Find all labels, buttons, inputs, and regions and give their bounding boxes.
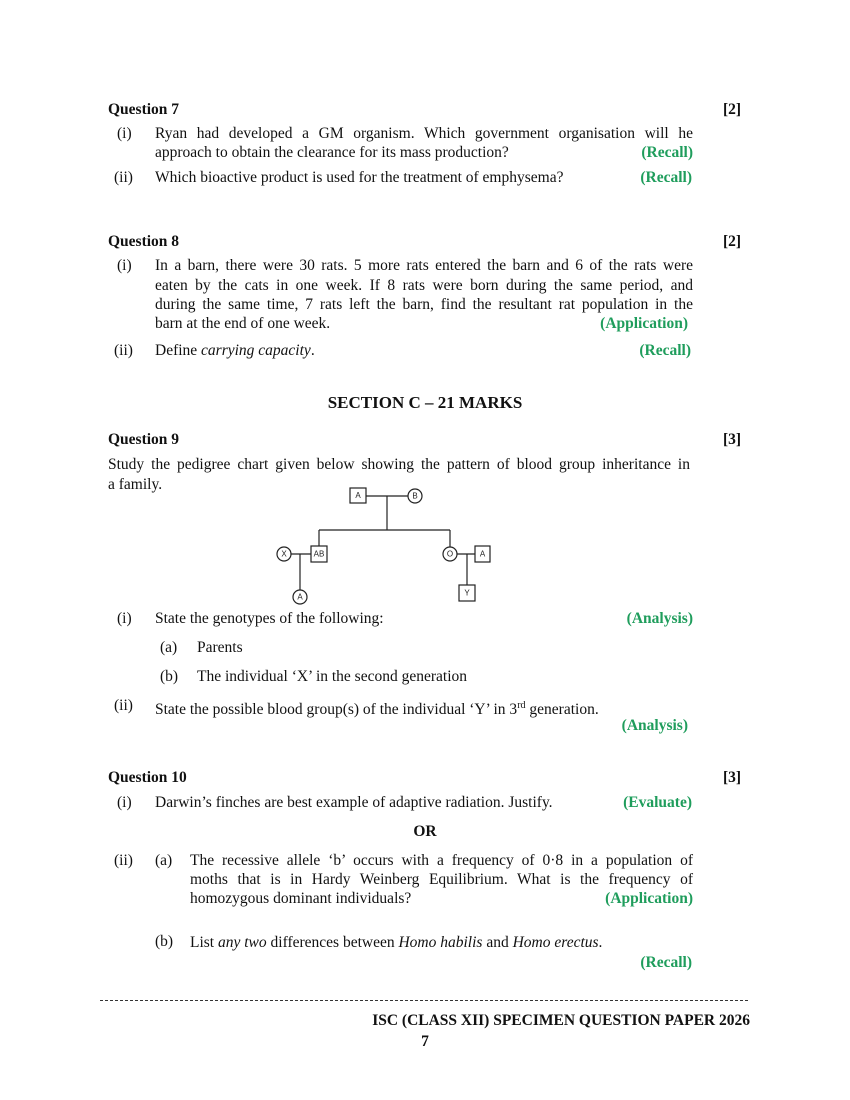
- q8-i-tag: (Application): [600, 315, 688, 332]
- q7-ii-num: (ii): [114, 169, 133, 186]
- q10-ii-a-line3: homozygous dominant individuals?: [190, 890, 412, 907]
- label: AB: [313, 549, 325, 559]
- text: List: [190, 934, 218, 951]
- q9-i-text: State the genotypes of the following:: [155, 610, 384, 627]
- term: carrying capacity: [201, 342, 311, 359]
- q10-ii-a-line1: The recessive allele ‘b’ occurs with a frequency of 0·8 in a population of: [190, 852, 693, 869]
- q8-i-num: (i): [117, 257, 132, 274]
- question-7-title: Question 7: [108, 101, 180, 118]
- footer-title: ISC (CLASS XII) SPECIMEN QUESTION PAPER 2026: [372, 1012, 750, 1029]
- question-9-title: Question 9: [108, 431, 180, 448]
- text: Define: [155, 342, 202, 359]
- q9-i-a-text: Parents: [197, 639, 243, 656]
- question-8-marks: [2]: [723, 233, 742, 250]
- q8-i-line4: barn at the end of one week.: [155, 315, 331, 332]
- question-7-marks: [2]: [723, 101, 742, 118]
- q10-ii-b-tag: (Recall): [640, 954, 692, 971]
- q10-ii-a-num: (a): [155, 852, 173, 869]
- q9-ii-num: (ii): [114, 697, 133, 714]
- text: .: [598, 934, 603, 951]
- q7-ii-tag: (Recall): [640, 169, 692, 186]
- q7-ii-text: Which bioactive product is used for the treatment of emphysema?: [155, 169, 564, 186]
- q9-ii-text: [155, 697, 599, 719]
- q7-i-tag: (Recall): [641, 144, 693, 161]
- label: B: [412, 491, 418, 501]
- q9-i-num: (i): [117, 610, 132, 627]
- q8-ii-tag: (Recall): [639, 342, 691, 359]
- q8-i-line2: eaten by the cats in one week. If 8 rats were born during the same period, and: [155, 277, 693, 294]
- q8-i-line1: In a barn, there were 30 rats. 5 more rats entered the barn and 6 of the rats were: [155, 257, 693, 274]
- question-9-marks: [3]: [723, 431, 742, 448]
- q10-i-text: Darwin’s finches are best example of adaptive radiation. Justify.: [155, 794, 553, 811]
- text: State the possible blood group(s) of the individual ‘Y’ in 3: [155, 701, 518, 719]
- q9-i-a-num: (a): [160, 639, 178, 656]
- or-separator: OR: [413, 823, 437, 840]
- text: differences between: [266, 934, 399, 951]
- q9-i-tag: (Analysis): [626, 610, 693, 627]
- q9-ii-tag: (Analysis): [621, 717, 688, 734]
- q7-i-line1: Ryan had developed a GM organism. Which government organisation will he: [155, 125, 693, 142]
- q8-ii-num: (ii): [114, 342, 133, 359]
- footer-divider: [100, 1000, 748, 1001]
- q7-i-line2: approach to obtain the clearance for its mass production?: [155, 144, 509, 161]
- page-number: 7: [421, 1033, 429, 1050]
- q9-intro-line2: a family.: [108, 476, 163, 493]
- species-name: Homo habilis: [398, 934, 483, 951]
- question-8-title: Question 8: [108, 233, 180, 250]
- q8-ii-text: [155, 342, 315, 360]
- q10-i-tag: (Evaluate): [623, 794, 692, 811]
- q8-i-line3: during the same time, 7 rats left the barn, find the resultant rat population in the: [155, 296, 693, 313]
- species-name: Homo erectus: [512, 934, 599, 951]
- q10-ii-a-line2: moths that is in Hardy Weinberg Equilibrium. What is the frequency of: [190, 871, 693, 888]
- text: and: [482, 934, 513, 951]
- section-heading: SECTION C – 21 MARKS: [327, 393, 523, 412]
- q9-i-b-num: (b): [160, 668, 179, 685]
- label: A: [479, 549, 486, 559]
- q10-i-num: (i): [117, 794, 132, 811]
- text: generation.: [525, 701, 599, 719]
- q10-ii-num: (ii): [114, 852, 133, 869]
- superscript: rd: [517, 700, 526, 711]
- question-10-marks: [3]: [723, 769, 742, 786]
- label: Y: [464, 588, 470, 598]
- q7-i-num: (i): [117, 125, 132, 142]
- label: A: [297, 592, 303, 602]
- text: .: [310, 342, 315, 359]
- q10-ii-a-tag: (Application): [605, 890, 693, 907]
- label: X: [281, 549, 287, 559]
- question-10-title: Question 10: [108, 769, 187, 786]
- q10-ii-b-num: (b): [155, 933, 174, 950]
- pedigree-chart: [260, 480, 500, 610]
- q10-ii-b-text: [190, 934, 602, 952]
- label: O: [446, 549, 454, 559]
- label: A: [355, 491, 361, 500]
- q9-i-b-text: The individual ‘X’ in the second generation: [197, 668, 468, 685]
- emphasis: any two: [218, 934, 267, 951]
- q9-intro-line1: Study the pedigree chart given below showing the pattern of blood group inheritance in: [108, 456, 690, 473]
